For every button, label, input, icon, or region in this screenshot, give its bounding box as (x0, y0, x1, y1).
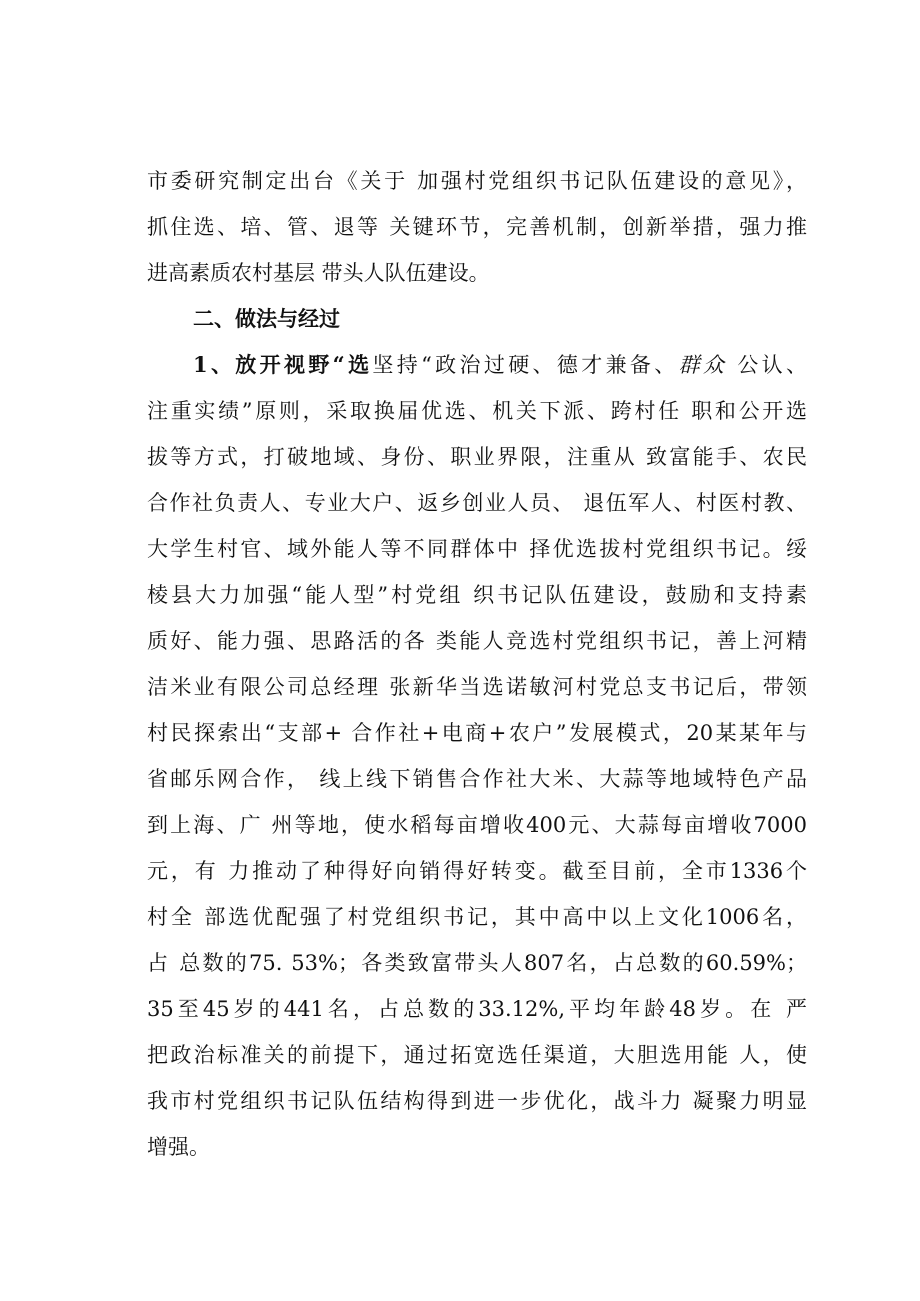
paragraph-line: 洁米业有限公司总经理 张新华当选诺敏河村党总支书记后，带领 (147, 675, 807, 699)
paragraph-line: 35至45岁的441名，占总数的33.12%,平均年龄48岁。在 严 (147, 997, 807, 1021)
paragraph-line: 到上海、广 州等地，使水稻每亩增收400元、大蒜每亩增收7000 (147, 813, 807, 837)
intro-line-2: 抓住选、培、管、退等 关键环节，完善机制，创新举措，强力推 (147, 215, 807, 239)
paragraph-lead-italic: 群众 (678, 353, 728, 377)
paragraph-line: 占 总数的75. 53%；各类致富带头人807名，占总数的60.59%； (147, 951, 807, 975)
paragraph-line: 合作社负责人、专业大户、返乡创业人员、 退伍军人、村医村教、 (147, 491, 807, 515)
paragraph-line: 省邮乐网合作， 线上线下销售合作社大米、大蒜等地域特色产品 (147, 767, 807, 791)
paragraph-line: 质好、能力强、思路活的各 类能人竞选村党组织书记，善上河精 (147, 629, 807, 653)
intro-line-3: 进高素质农村基层 带头人队伍建设。 (147, 261, 490, 285)
paragraph-line: 元，有 力推动了种得好向销得好转变。截至目前，全市1336个 (147, 859, 807, 883)
paragraph-line: 村全 部选优配强了村党组织书记，其中高中以上文化1006名， (147, 905, 807, 929)
document-page (147, 158, 807, 1170)
intro-line-1: 市委研究制定出台《关于 加强村党组织书记队伍建设的意见》， (147, 169, 807, 193)
paragraph-lead-text-a: 坚持“政治过硬、德才兼备、 (372, 353, 679, 377)
paragraph-lead-bold: 1、放开视野“选 (193, 352, 373, 377)
paragraph-line: 棱县大力加强“能人型”村党组 织书记队伍建设，鼓励和支持素 (147, 583, 807, 607)
paragraph-line: 拔等方式，打破地域、身份、职业界限，注重从 致富能手、农民 (147, 445, 807, 469)
paragraph-lead-text-b: 公认、 (727, 353, 807, 377)
paragraph-line: 我市村党组织书记队伍结构得到进一步优化，战斗力 凝聚力明显 (147, 1089, 807, 1113)
paragraph-line: 注重实绩”原则，采取换届优选、机关下派、跨村任 职和公开选 (147, 399, 807, 423)
paragraph-line: 把政治标准关的前提下，通过拓宽选任渠道，大胆选用能 人，使 (147, 1043, 807, 1067)
paragraph-line: 村民探索出“支部+ 合作社+电商+农户”发展模式，20某某年与 (147, 721, 807, 745)
section-heading: 二、做法与经过 (193, 306, 340, 331)
paragraph-line: 大学生村官、域外能人等不同群体中 择优选拔村党组织书记。绥 (147, 537, 807, 561)
paragraph-lead-line (147, 342, 807, 388)
paragraph-line: 增强。 (147, 1135, 210, 1159)
